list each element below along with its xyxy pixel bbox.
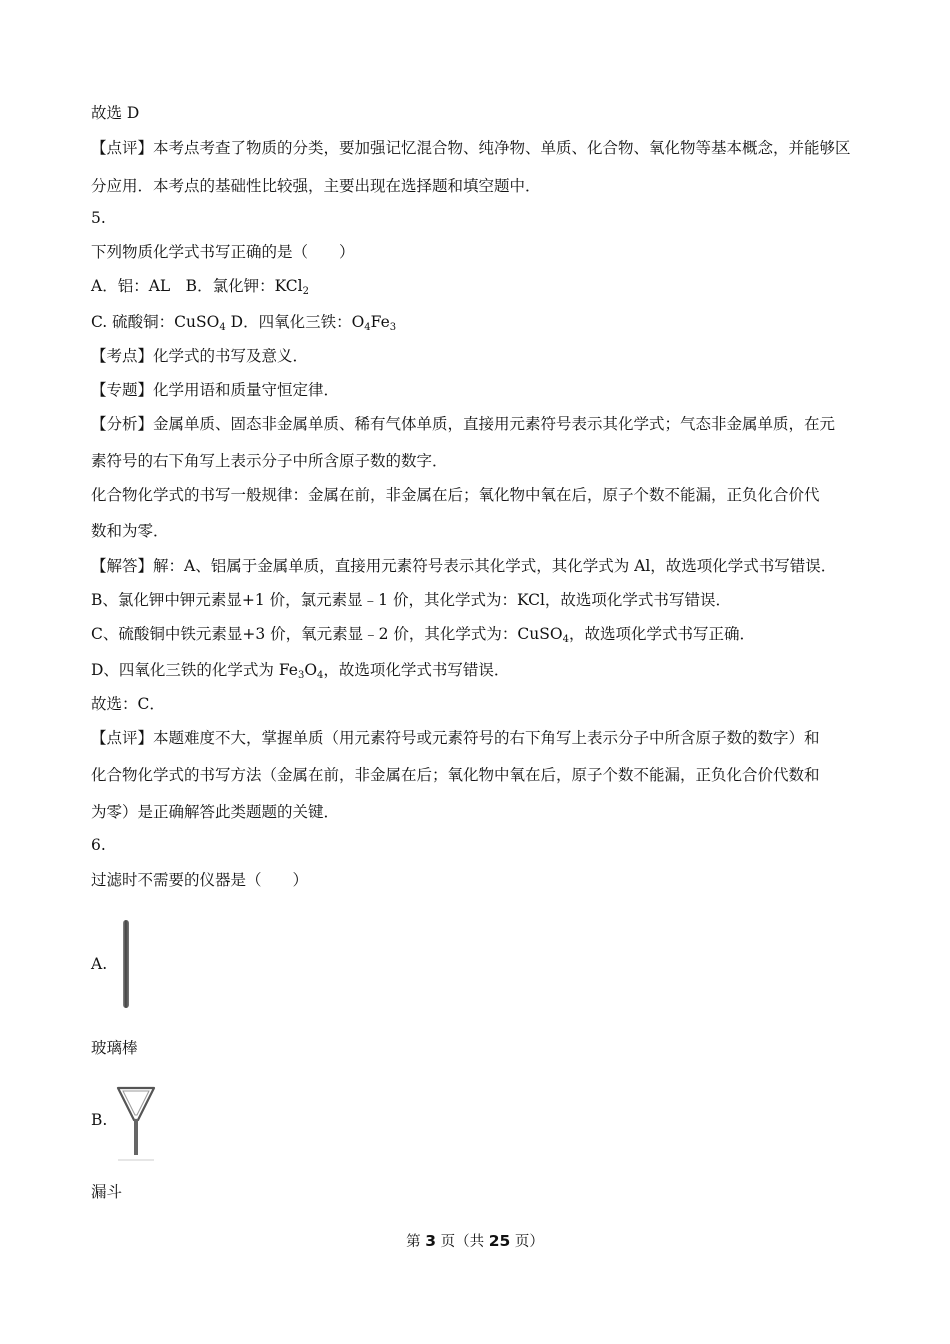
analysis-line: 化合物化学式的书写一般规律：金属在前，非金属在后；氧化物中氧在后，原子个数不能漏，正负化合价代 bbox=[91, 486, 820, 504]
analysis-line: 素符号的右下角写上表示分子中所含原子数的数字． bbox=[91, 452, 448, 470]
option-text: A．铝：AL B．氯化钾：KCl bbox=[91, 277, 303, 295]
option-b-caption: 漏斗 bbox=[91, 1183, 123, 1201]
footer-prefix: 第 bbox=[406, 1234, 426, 1250]
glass-rod-image bbox=[123, 920, 129, 1008]
option-text: C. 硫酸铜：CuSO bbox=[91, 313, 220, 331]
answer-text: D、四氧化三铁的化学式为 Fe bbox=[91, 661, 298, 679]
current-page-number: 3 bbox=[425, 1232, 436, 1250]
funnel-image bbox=[116, 1086, 156, 1162]
option-a-caption: 玻璃棒 bbox=[91, 1039, 138, 1057]
conclusion-line: 故选 D bbox=[91, 104, 140, 122]
comment-line: 为零）是正确解答此类题题的关键． bbox=[91, 803, 340, 821]
comment-line: 分应用．本考点的基础性比较强，主要出现在选择题和填空题中． bbox=[91, 177, 541, 195]
answer-text: C、硫酸铜中铁元素显+3 价，氧元素显﹣2 价，其化学式为：CuSO bbox=[91, 625, 563, 643]
answer-line: 【解答】解：A、铝属于金属单质，直接用元素符号表示其化学式，其化学式为 Al，故选项化学式书写错误． bbox=[91, 557, 837, 575]
option-text: Fe bbox=[370, 313, 390, 331]
subscript: 4 bbox=[364, 322, 371, 333]
options-line bbox=[91, 276, 309, 296]
answer-text: ，故选项化学式书写错误． bbox=[323, 661, 510, 679]
answer-line bbox=[91, 660, 509, 680]
option-b-label: B. bbox=[91, 1111, 108, 1129]
comment-line: 化合物化学式的书写方法（金属在前，非金属在后；氧化物中氧在后，原子个数不能漏，正负化合价代数和 bbox=[91, 766, 820, 784]
answer-line bbox=[91, 624, 755, 644]
answer-text: ，故选项化学式书写正确． bbox=[568, 625, 755, 643]
option-a-label: A. bbox=[91, 955, 108, 973]
subscript: 4 bbox=[562, 634, 569, 645]
answer-text: O bbox=[304, 661, 318, 679]
analysis-line: 数和为零． bbox=[91, 522, 169, 540]
subscript: 3 bbox=[389, 322, 397, 333]
analysis-line: 【分析】金属单质、固态非金属单质、稀有气体单质，直接用元素符号表示其化学式；气态非金属单质，在元 bbox=[91, 415, 836, 433]
subscript: 3 bbox=[297, 670, 305, 681]
footer-suffix: 页） bbox=[510, 1234, 544, 1250]
question-stem: 下列物质化学式书写正确的是（ ） bbox=[91, 243, 355, 261]
subscript: 4 bbox=[317, 670, 324, 681]
comment-line: 【点评】本考点考查了物质的分类，要加强记忆混合物、纯净物、单质、化合物、氧化物等基本概念，并能够区 bbox=[91, 139, 851, 157]
subscript: 4 bbox=[219, 322, 226, 333]
knowledge-point: 【考点】化学式的书写及意义． bbox=[91, 347, 309, 365]
conclusion-line: 故选：C． bbox=[91, 695, 165, 713]
total-pages-number: 25 bbox=[488, 1232, 511, 1250]
question-number: 5. bbox=[91, 209, 106, 227]
footer-middle: 页（共 bbox=[436, 1234, 489, 1250]
options-line bbox=[91, 312, 396, 332]
topic-line: 【专题】化学用语和质量守恒定律． bbox=[91, 381, 340, 399]
subscript: 2 bbox=[302, 286, 309, 297]
question-stem: 过滤时不需要的仪器是（ ） bbox=[91, 871, 309, 889]
comment-line: 【点评】本题难度不大，掌握单质（用元素符号或元素符号的右下角写上表示分子中所含原子数的数字）和 bbox=[91, 729, 820, 747]
page-footer bbox=[0, 1230, 950, 1251]
option-text: D．四氧化三铁：O bbox=[225, 313, 365, 331]
answer-line: B、氯化钾中钾元素显+1 价，氯元素显﹣1 价，其化学式为：KCl，故选项化学式书写错误． bbox=[91, 591, 731, 609]
question-number: 6. bbox=[91, 836, 106, 854]
